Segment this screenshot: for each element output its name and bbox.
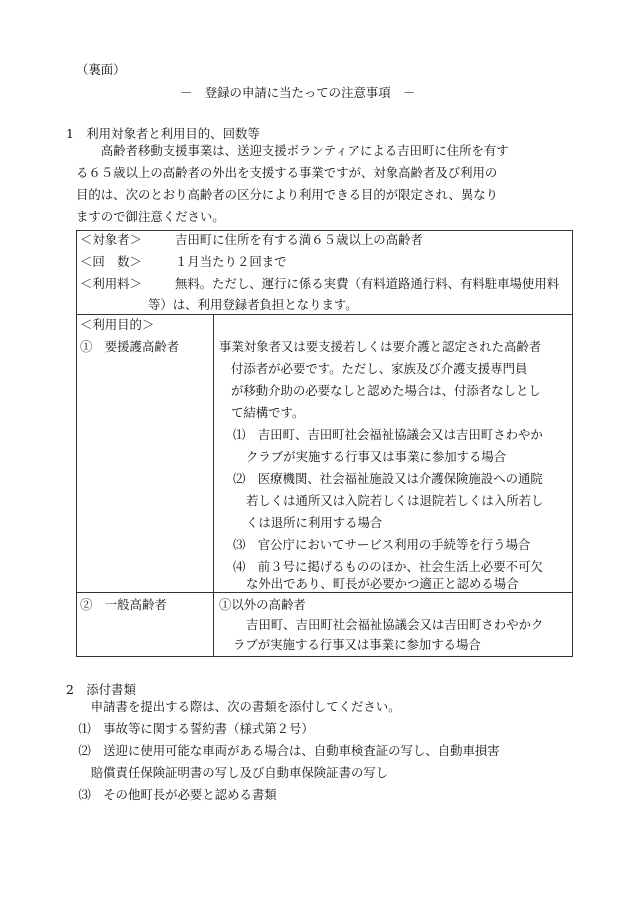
- attachment-line: 賠償責任保険証明書の写し及び自動車保険証書の写し: [66, 765, 389, 780]
- fee-value-cont: 等）は、利用登録者負担となります。: [148, 297, 358, 312]
- general-category-label: ② 一般高齢者: [80, 597, 167, 612]
- section-1-heading: 1 利用対象者と利用目的、回数等: [66, 126, 260, 141]
- target-value: 吉田町に住所を有する満６５歳以上の高齢者: [175, 232, 423, 247]
- attachment-line: ⑶ その他町長が必要と認める書類: [66, 787, 277, 802]
- target-label: ＜対象者＞: [80, 232, 142, 247]
- side-label: （裏面）: [76, 62, 126, 77]
- attachment-line: 申請書を提出する際は、次の書類を添付してください。: [66, 699, 401, 714]
- count-value: １月当たり２回まで: [175, 254, 287, 269]
- fee-label: ＜利用料＞: [80, 276, 142, 291]
- care-line: ⑴ 吉田町、吉田町社会福祉協議会又は吉田町さわやか: [233, 427, 543, 442]
- paragraph-line: る６５歳以上の高齢者の外出を支援する事業ですが、対象高齢者及び利用の: [76, 165, 498, 180]
- count-label: ＜回 数＞: [80, 254, 142, 269]
- care-line: 若しくは通所又は入院若しくは退院若しくは入所若し: [246, 493, 544, 508]
- paragraph-line: ますので御注意ください。: [76, 209, 225, 224]
- section-1-paragraph: [76, 140, 509, 228]
- general-line: 吉田町、吉田町社会福祉協議会又は吉田町さわやかク: [246, 617, 544, 632]
- fee-value: 無料。ただし、運行に係る実費（有料道路通行料、有料駐車場使用料: [175, 276, 560, 291]
- paragraph-line: 高齢者移動支援事業は、送迎支援ボランティアによる吉田町に住所を有す: [76, 143, 509, 158]
- care-line: 事業対象者又は要支援若しくは要介護と認定された高齢者: [219, 339, 542, 354]
- care-line: くは退所に利用する場合: [246, 515, 383, 530]
- care-line: 付添者が必要です。ただし、家族及び介護支援専門員: [231, 361, 528, 376]
- care-line: て結構です。: [231, 405, 305, 420]
- attachment-line: ⑴ 事故等に関する誓約書（様式第２号）: [66, 721, 314, 736]
- care-line: ⑷ 前３号に掲げるもののほか、社会生活上必要不可欠: [233, 559, 543, 574]
- care-category-label: ① 要援護高齢者: [80, 339, 180, 354]
- care-line: な外出であり、町長が必要かつ適正と認める場合: [246, 576, 519, 591]
- general-line: ①以外の高齢者: [219, 597, 306, 612]
- section-2-heading: 2 添付書類: [66, 682, 136, 697]
- paragraph-line: 目的は、次のとおり高齢者の区分により利用できる目的が限定され、異なり: [76, 187, 499, 202]
- page-title: － 登録の申請に当たっての注意事項 －: [180, 85, 416, 100]
- care-line: が移動介助の必要なしと認めた場合は、付添者なしとし: [231, 383, 541, 398]
- care-line: クラブが実施する行事又は事業に参加する場合: [246, 449, 507, 464]
- purpose-label: ＜利用目的＞: [80, 317, 155, 332]
- care-line: ⑵ 医療機関、社会福祉施設又は介護保険施設への通院: [233, 471, 543, 486]
- attachment-line: ⑵ 送迎に使用可能な車両がある場合は、自動車検査証の写し、自動車損害: [66, 743, 500, 758]
- care-line: ⑶ 官公庁においてサービス利用の手続等を行う場合: [233, 537, 531, 552]
- section-2-body: [66, 696, 500, 806]
- general-line: ラブが実施する行事又は事業に参加する場合: [233, 637, 481, 652]
